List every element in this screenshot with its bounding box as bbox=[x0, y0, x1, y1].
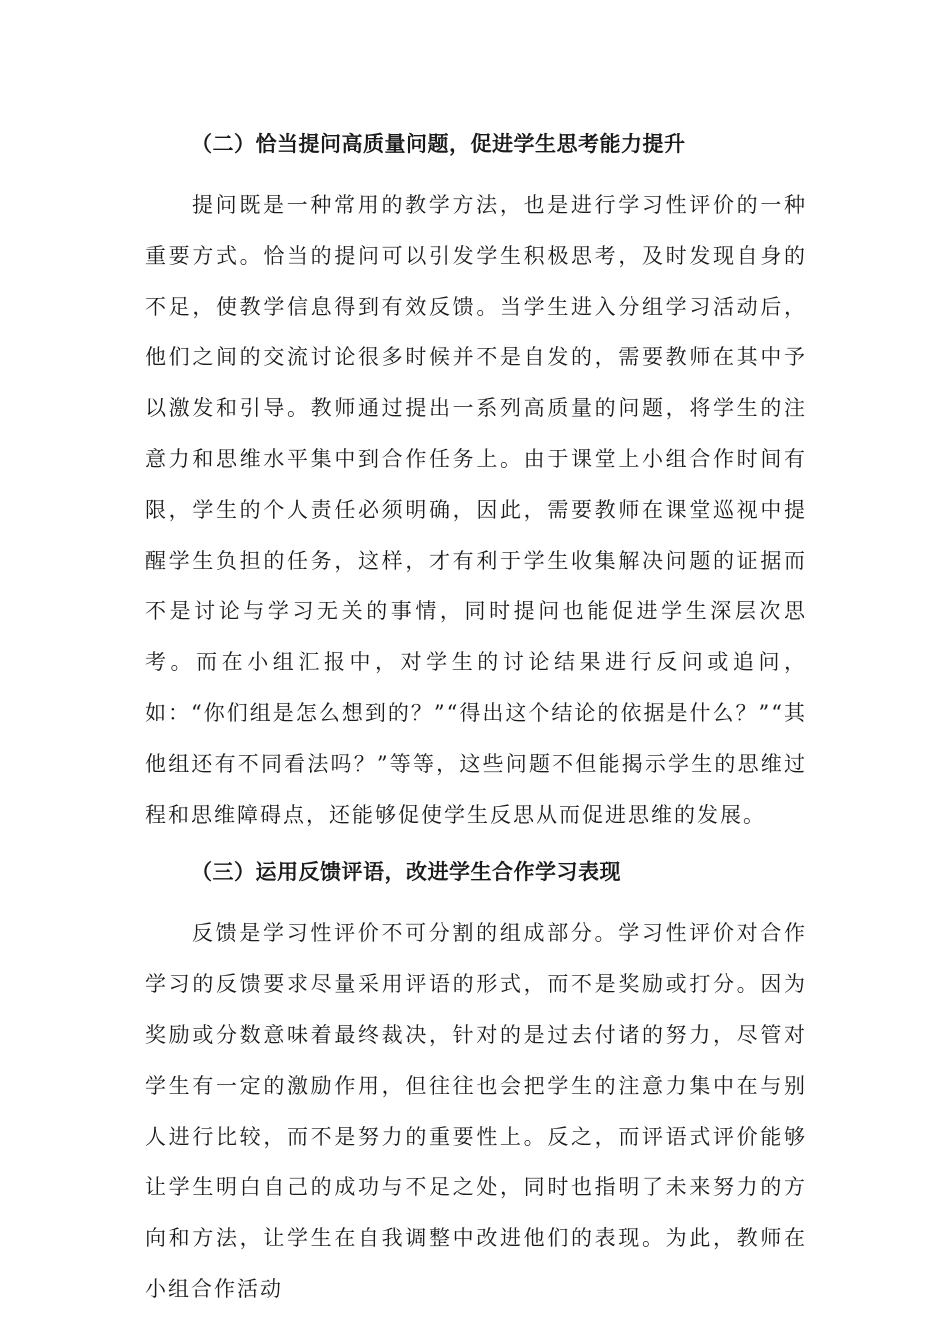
section-paragraph-2: 提问既是一种常用的教学方法，也是进行学习性评价的一种重要方式。恰当的提问可以引发学生积极思考，及时发现自身的不足，使教学信息得到有效反馈。当学生进入分组学习活动后，他们之间的交流讨论很多时候并不是自发的，需要教师在其中予以激发和引导。教师通过提出一系列高质量的问题，将学生的注意力和思维水平集中到合作任务上。由于课堂上小组合作时间有限，学生的个人责任必须明确，因此，需要教师在课堂巡视中提醒学生负担的任务，这样，才有利于学生收集解决问题的证据而不是讨论与学习无关的事情，同时提问也能促进学生深层次思考。而在小组汇报中，对学生的讨论结果进行反问或追问，如：“你们组是怎么想到的？”“得出这个结论的依据是什么？”“其他组还有不同看法吗？”等等，这些问题不但能揭示学生的思维过程和思维障碍点，还能够促使学生反思从而促进思维的发展。 bbox=[145, 193, 807, 827]
section-heading-2: （二）恰当提问高质量问题，促进学生思考能力提升 bbox=[191, 131, 686, 156]
section-heading-3: （三）运用反馈评语，改进学生合作学习表现 bbox=[191, 859, 621, 885]
document-body bbox=[145, 128, 807, 1331]
section-paragraph-3: 反馈是学习性评价不可分割的组成部分。学习性评价对合作学习的反馈要求尽量采用评语的形式，而不是奖励或打分。因为奖励或分数意味着最终裁决，针对的是过去付诸的努力，尽管对学生有一定的激励作用，但往往也会把学生的注意力集中在与别人进行比较，而不是努力的重要性上。反之，而评语式评价能够让学生明白自己的成功与不足之处，同时也指明了未来努力的方向和方法，让学生在自我调整中改进他们的表现。为此，教师在小组合作活动 bbox=[145, 921, 807, 1301]
